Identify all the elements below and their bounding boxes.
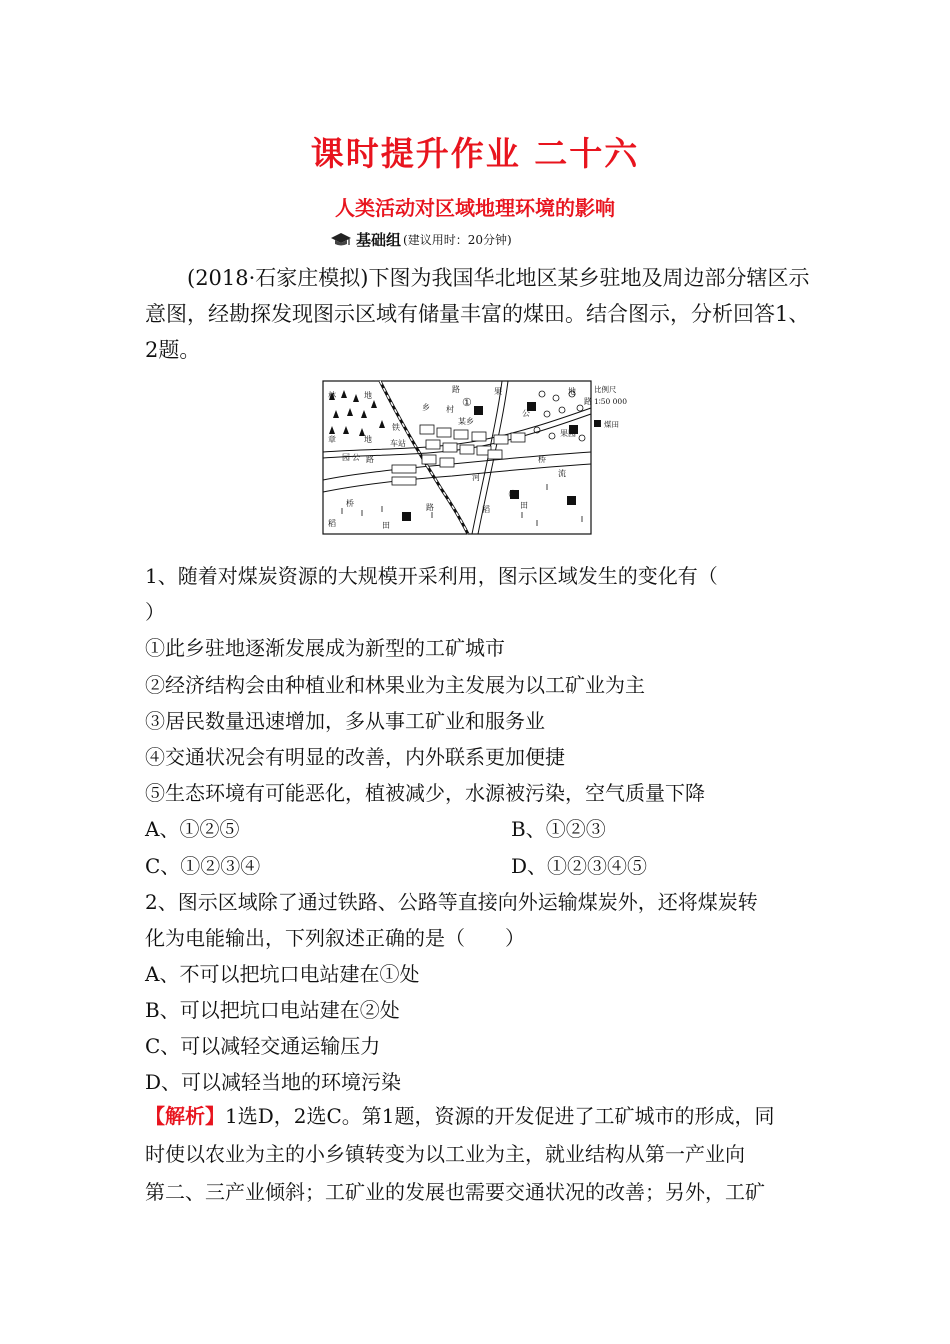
q1-item: ①此乡驻地逐渐发展成为新型的工矿城市 (145, 636, 505, 660)
map-label: 公 (522, 409, 530, 418)
q2-stem-line1: 2、图示区域除了通过铁路、公路等直接向外运输煤炭外，还将煤炭转 (145, 890, 758, 914)
q2-option-b: B、可以把坑口电站建在②处 (145, 998, 400, 1022)
q1-item: ③居民数量迅速增加，多从事工矿业和服务业 (145, 709, 545, 733)
map-label: 地 (568, 387, 576, 396)
q1-item: ④交通状况会有明显的改善，内外联系更加便捷 (145, 745, 565, 769)
map-label: 桥 (346, 499, 354, 508)
scale-value: 1∶50 000 (594, 397, 627, 406)
graduation-cap-icon (330, 232, 352, 248)
map-label: 稻 (328, 519, 336, 528)
page-subtitle: 人类活动对区域地理环境的影响 (335, 196, 615, 220)
section-badge (330, 229, 512, 250)
q1-stem-line2: ） (145, 600, 165, 624)
map-label: 果园 (560, 429, 576, 438)
map-label: 河 (472, 473, 480, 482)
map-label: 村 (446, 405, 454, 414)
analysis-line: 时使以农业为主的小乡镇转变为以工业为主，就业结构从第一产业向 (145, 1142, 745, 1166)
suggested-time: (建议用时：20分钟) (403, 233, 512, 247)
map-label: 路 (426, 503, 434, 512)
map-label: 田 (520, 501, 528, 510)
map-label: 流 (558, 469, 566, 478)
q1-option-b: B、①②③ (511, 817, 606, 841)
q1-option-c: C、①②③④ (145, 854, 261, 878)
map-label: 地 (364, 435, 372, 444)
map-label: 田 (382, 521, 390, 530)
map-label: 地 (364, 391, 372, 400)
q2-option-c: C、可以减轻交通运输压力 (145, 1034, 381, 1058)
analysis-line: 1选D，2选C。第1题，资源的开发促进了工矿城市的形成，同 (225, 1104, 775, 1128)
q1-item: ②经济结构会由种植业和林果业为主发展为以工矿业为主 (145, 673, 645, 697)
map-label: 乡 (422, 403, 430, 412)
map-label: 稻 (482, 505, 490, 514)
page-title: 课时提升作业 二十六 (310, 134, 640, 173)
map-label: 桥 (538, 455, 546, 464)
map-label: 铁 (392, 423, 400, 432)
map-label: 林 (328, 391, 336, 400)
coal-legend-swatch (594, 420, 601, 427)
q1-option-a: A、①②⑤ (145, 817, 240, 841)
q2-stem-line2: 化为电能输出，下列叙述正确的是（ ） (145, 926, 525, 950)
map-label: 车站 (390, 439, 406, 448)
q1-stem-line1: 1、随着对煤炭资源的大规模开采利用，图示区域发生的变化有（ (145, 564, 718, 588)
q1-option-d: D、①②③④⑤ (511, 854, 648, 878)
section-name: 基础组 (356, 231, 402, 249)
map-label: 公 (352, 453, 360, 462)
intro-paragraph: (2018·石家庄模拟)下图为我国华北地区某乡驻地及周边部分辖区示意图，经勘探发现图示区域有储量丰富的煤田。结合图示，分析回答1、2题。 (145, 266, 810, 362)
analysis-tag: 【解析】 (145, 1104, 225, 1128)
map-label: 果 (494, 387, 502, 396)
scale-title: 比例尺 (594, 385, 617, 394)
map-label: 路 (366, 455, 374, 464)
map-label: 路 (452, 385, 460, 394)
analysis-line: 第二、三产业倾斜；工矿业的发展也需要交通状况的改善；另外，工矿 (145, 1180, 765, 1204)
q2-option-a: A、不可以把坑口电站建在①处 (145, 962, 420, 986)
map-label: 某乡 (458, 417, 474, 426)
map-label: 园 (342, 453, 350, 462)
analysis-block (145, 1097, 810, 1211)
marker-2: ② (508, 488, 518, 501)
map-label: 章 (328, 435, 336, 444)
marker-1: ① (462, 396, 472, 409)
q2-option-d: D、可以减轻当地的环境污染 (145, 1070, 402, 1094)
regional-map (322, 380, 642, 535)
map-label: 路 (584, 397, 592, 406)
q1-item: ⑤生态环境有可能恶化，植被减少，水源被污染，空气质量下降 (145, 781, 705, 805)
coal-legend-label: 煤田 (604, 420, 619, 429)
